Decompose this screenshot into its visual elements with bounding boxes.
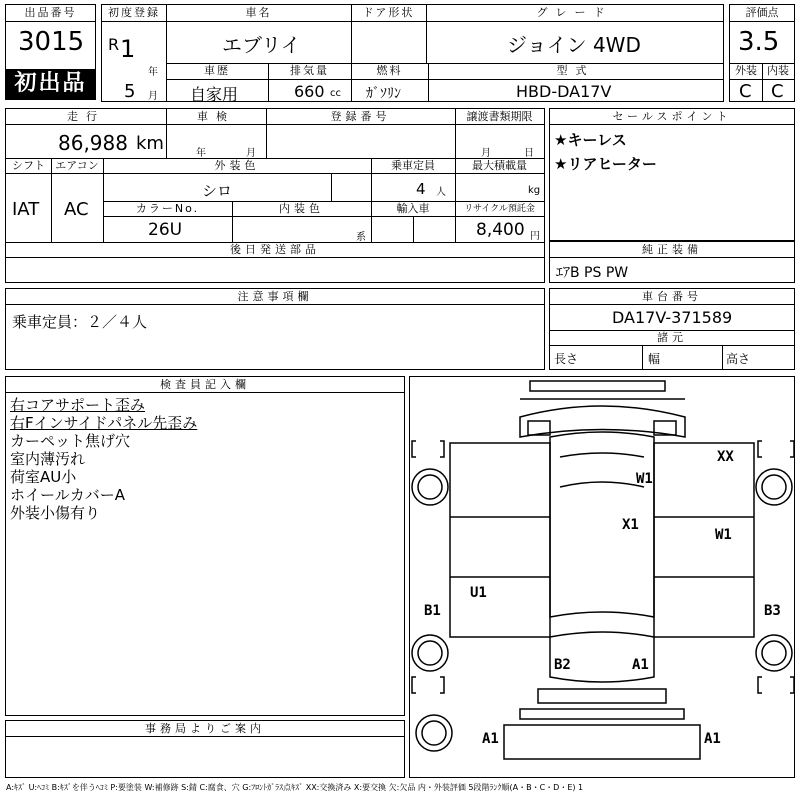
mileage-label: 走行	[67, 110, 105, 123]
inspector-note: 荷室AU小	[10, 468, 77, 486]
int-color-label: 内装色	[279, 202, 324, 215]
fuel-label: 燃料	[376, 64, 403, 77]
office-label: 事務局よりご案内	[145, 722, 265, 735]
details-box	[5, 108, 545, 283]
damage-mark-w1-top: W1	[636, 471, 653, 487]
color-no-label: カラーNo.	[135, 202, 200, 215]
max-load-label: 最大積載量	[472, 159, 527, 172]
shift-label: シフト	[12, 159, 45, 172]
damage-mark-b2: B2	[554, 657, 571, 673]
recycle-label: リサイクル預託金	[464, 204, 535, 214]
lot-number: 3015	[18, 27, 85, 57]
ext-color-label: 外装色	[214, 159, 260, 172]
model-label: 型式	[556, 64, 595, 77]
mileage-unit: km	[136, 133, 164, 154]
score-box	[729, 4, 795, 102]
displacement-unit: cc	[330, 88, 341, 99]
caution-box	[5, 288, 545, 370]
capacity: 4	[416, 180, 426, 198]
width-label: 幅	[648, 352, 661, 366]
inspector-box	[5, 376, 405, 716]
score: 3.5	[738, 27, 780, 57]
inspector-note: 右コアサポート歪み	[10, 396, 146, 414]
era-year: 1	[120, 35, 136, 63]
fuel: ｶﾞｿﾘﾝ	[366, 86, 401, 102]
damage-mark-xx: XX	[717, 449, 734, 465]
displacement-label: 排気量	[290, 64, 329, 77]
int-color-unit: 系	[356, 232, 366, 243]
grade-label: グレード	[536, 6, 613, 19]
history-label: 車歴	[204, 64, 230, 77]
car-name: エブリイ	[222, 33, 301, 57]
exterior-score-label: 外装	[735, 64, 757, 77]
damage-mark-b1: B1	[424, 603, 441, 619]
length-label: 長さ	[554, 352, 579, 366]
mileage: 86,988	[58, 131, 128, 155]
year-unit: 年	[148, 67, 158, 78]
inspection-month-unit: 月	[246, 148, 256, 159]
recycle: 8,400	[476, 220, 525, 240]
selling-point-item: ★リアヒーター	[554, 155, 657, 173]
first-reg-label: 初度登録	[108, 6, 160, 19]
transfer-day-unit: 日	[524, 148, 534, 159]
inspector-note: 室内薄汚れ	[10, 450, 86, 468]
damage-mark-a1-bottom-left: A1	[482, 731, 499, 747]
import-label: 輸入車	[396, 202, 430, 215]
damage-mark-b3: B3	[764, 603, 781, 619]
month: 5	[124, 81, 136, 102]
equipment-value: ｴｱB PS PW	[556, 265, 629, 281]
lot-label: 出品番号	[24, 6, 77, 19]
interior-score-label: 内装	[767, 64, 789, 77]
month-unit: 月	[148, 91, 158, 102]
office-box	[5, 720, 405, 778]
door-label: ドア形状	[362, 6, 415, 19]
equipment-box	[549, 241, 795, 283]
exterior-score: C	[739, 81, 752, 102]
recycle-unit: 円	[530, 231, 540, 242]
damage-mark-x1: X1	[622, 517, 639, 533]
inspector-note: カーペット焦げ穴	[10, 432, 131, 450]
height-label: 高さ	[726, 352, 751, 366]
car-diagram	[409, 376, 795, 778]
chassis-number: DA17V-371589	[612, 308, 733, 327]
score-label: 評価点	[745, 6, 779, 19]
chassis-label: 車台番号	[642, 290, 702, 303]
damage-mark-a1-bottom-right: A1	[704, 731, 721, 747]
dims-label: 諸元	[657, 331, 687, 344]
later-parts-label: 後日発送部品	[230, 243, 320, 256]
era: R	[108, 35, 120, 54]
selling-points-box	[549, 108, 795, 241]
main-header-box	[101, 4, 724, 102]
interior-score: C	[771, 81, 784, 102]
inspection-year-unit: 年	[196, 148, 206, 159]
ac-label: エアコン	[55, 159, 99, 172]
displacement: 660	[294, 82, 325, 101]
legend: A:ｷｽﾞ U:ﾍｺﾐ B:ｷｽﾞを伴うﾍｺﾐ P:要塗装 W:補修跡 S:錆 C:腐食、穴 G:ﾌﾛﾝﾄｶﾞﾗｽ点ｷｽﾞ XX:交換済み X:要交換 欠:欠品 内・外装評価 5段階ﾗﾝｸ順(A・B・C・D・E) 1	[6, 783, 584, 792]
car-outline	[410, 377, 794, 777]
inspection-label: 車検	[197, 110, 235, 123]
damage-mark-a1-center: A1	[632, 657, 649, 673]
first-listing-badge: 初出品	[6, 69, 95, 99]
chassis-box	[549, 288, 795, 370]
shift: IAT	[12, 199, 40, 220]
car-name-label: 車名	[245, 6, 272, 19]
lot-box	[5, 4, 96, 100]
ac: AC	[64, 199, 89, 220]
inspector-note: 外装小傷有り	[10, 504, 101, 522]
transfer-label: 譲渡書類期限	[466, 110, 533, 123]
inspector-note: 右Fインサイドパネル先歪み	[10, 414, 198, 432]
history: 自家用	[190, 85, 239, 104]
selling-point-item: ★キーレス	[554, 131, 627, 149]
grade: ジョイン 4WD	[507, 33, 641, 57]
color-no: 26U	[148, 220, 183, 240]
max-load-unit: kg	[528, 185, 541, 196]
inspector-note: ホイールカバーA	[10, 486, 125, 504]
capacity-unit: 人	[436, 187, 446, 198]
damage-mark-w1-right: W1	[715, 527, 732, 543]
transfer-month-unit: 月	[481, 148, 491, 159]
reg-no-label: 登録番号	[330, 110, 391, 123]
equipment-label: 純正装備	[642, 243, 702, 256]
damage-mark-u1: U1	[470, 585, 487, 601]
model: HBD-DA17V	[516, 82, 612, 101]
inspector-label: 検査員記入欄	[160, 378, 250, 391]
caution-label: 注意事項欄	[237, 290, 313, 303]
selling-points-label: セールスポイント	[612, 110, 732, 123]
capacity-label: 乗車定員	[391, 159, 435, 172]
ext-color: シロ	[202, 182, 233, 200]
caution-text: 乗車定員：２／４人	[12, 313, 148, 331]
